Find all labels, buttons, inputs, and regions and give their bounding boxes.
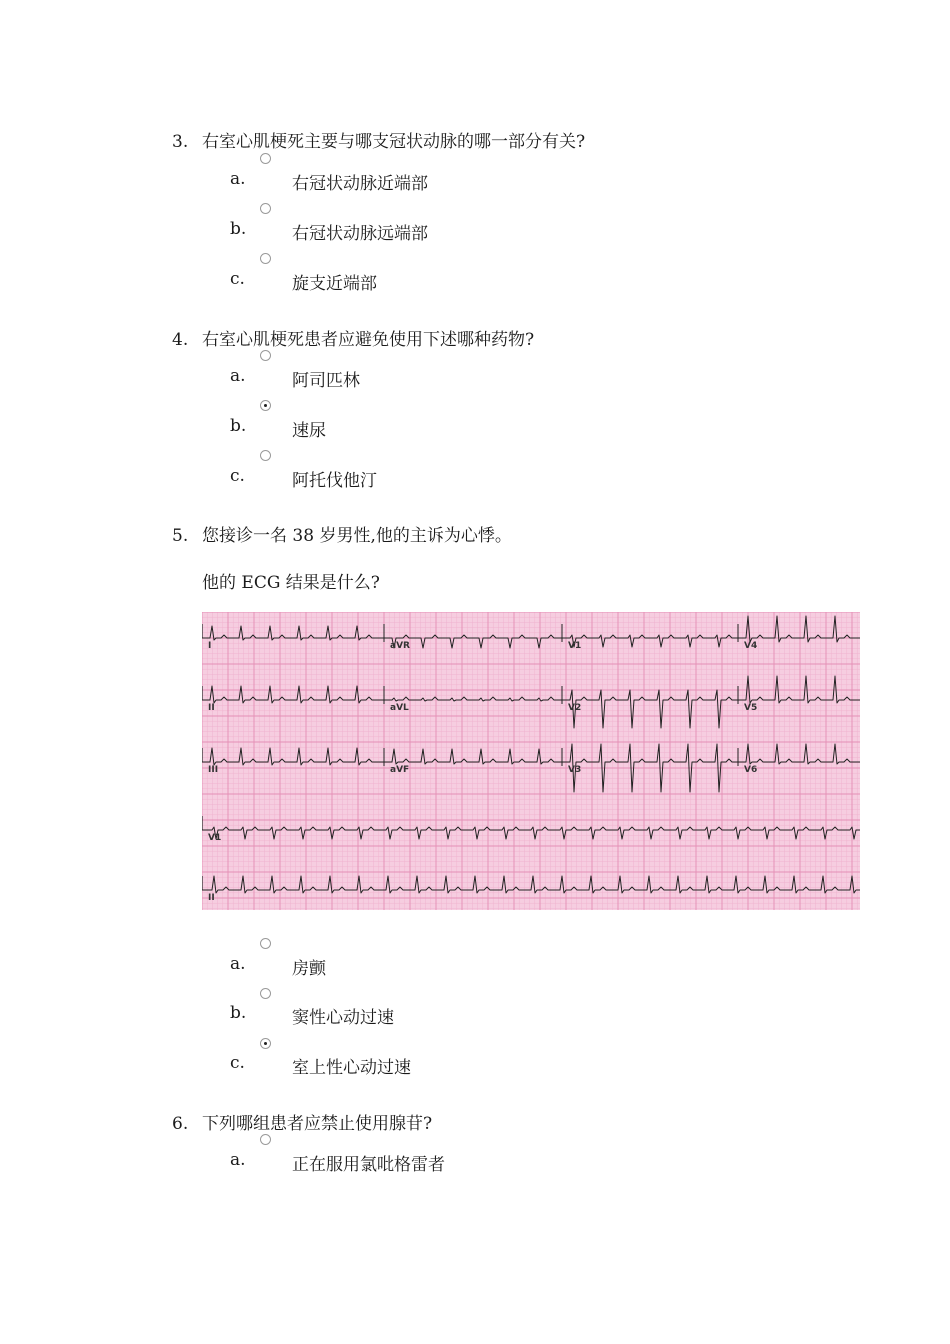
- ecg-lead-label: V5: [744, 703, 758, 713]
- option-text: 房颤: [292, 959, 326, 979]
- q3-option-c-radio[interactable]: [260, 253, 271, 264]
- option-text: 旋支近端部: [292, 274, 377, 294]
- option-letter: b.: [230, 416, 247, 436]
- question-5-subtext: 他的 ECG 结果是什么?: [202, 573, 380, 593]
- q4-option-c-radio[interactable]: [260, 450, 271, 461]
- q4-option-a-radio[interactable]: [260, 350, 271, 361]
- question-number: 5.: [172, 526, 189, 546]
- q3-option-b-radio[interactable]: [260, 203, 271, 214]
- question-text: 您接诊一名 38 岁男性,他的主诉为心悸。: [202, 526, 512, 546]
- option-text: 阿司匹林: [292, 371, 360, 391]
- ecg-lead-label: V4: [744, 641, 758, 651]
- q5-option-b-radio[interactable]: [260, 988, 271, 999]
- option-text: 右冠状动脉近端部: [292, 174, 428, 194]
- question-number: 4.: [172, 330, 189, 350]
- option-letter: c.: [230, 269, 245, 289]
- option-letter: b.: [230, 1003, 247, 1023]
- option-letter: a.: [230, 954, 246, 974]
- question-number: 3.: [172, 132, 189, 152]
- question-3-title: [172, 127, 585, 152]
- option-text: 右冠状动脉远端部: [292, 224, 428, 244]
- ecg-lead-label: aVL: [390, 703, 409, 713]
- ecg-lead-label: II: [208, 893, 215, 903]
- ecg-image: [202, 612, 860, 910]
- q6-option-a-radio[interactable]: [260, 1134, 271, 1145]
- option-text: 速尿: [292, 421, 326, 441]
- option-text: 室上性心动过速: [292, 1058, 411, 1078]
- option-letter: a.: [230, 366, 246, 386]
- ecg-lead-label: V1: [568, 641, 582, 651]
- option-letter: c.: [230, 466, 245, 486]
- option-text: 正在服用氯吡格雷者: [292, 1155, 445, 1175]
- q5-option-a-radio[interactable]: [260, 938, 271, 949]
- q3-option-a-radio[interactable]: [260, 153, 271, 164]
- ecg-lead-label: V1: [208, 833, 222, 843]
- ecg-lead-label: V6: [744, 765, 758, 775]
- ecg-lead-label: aVR: [390, 641, 410, 651]
- question-6-title: [172, 1109, 432, 1134]
- question-number: 6.: [172, 1114, 189, 1134]
- question-4-title: [172, 325, 534, 350]
- option-letter: c.: [230, 1053, 245, 1073]
- question-text: 右室心肌梗死主要与哪支冠状动脉的哪一部分有关?: [202, 132, 586, 152]
- ecg-lead-label: I: [208, 641, 212, 651]
- ecg-lead-label: V3: [568, 765, 582, 775]
- ecg-lead-label: aVF: [390, 765, 410, 775]
- option-letter: a.: [230, 1150, 246, 1170]
- option-letter: a.: [230, 169, 246, 189]
- option-text: 窦性心动过速: [292, 1008, 394, 1028]
- question-text: 右室心肌梗死患者应避免使用下述哪种药物?: [202, 330, 535, 350]
- ecg-lead-label: III: [208, 765, 219, 775]
- option-letter: b.: [230, 219, 247, 239]
- q4-option-b-radio[interactable]: [260, 400, 271, 411]
- option-text: 阿托伐他汀: [292, 471, 377, 491]
- q5-option-c-radio[interactable]: [260, 1038, 271, 1049]
- question-text: 下列哪组患者应禁止使用腺苷?: [202, 1114, 433, 1134]
- ecg-lead-label: II: [208, 703, 215, 713]
- question-5-title: [172, 521, 512, 546]
- ecg-lead-label: V2: [568, 703, 582, 713]
